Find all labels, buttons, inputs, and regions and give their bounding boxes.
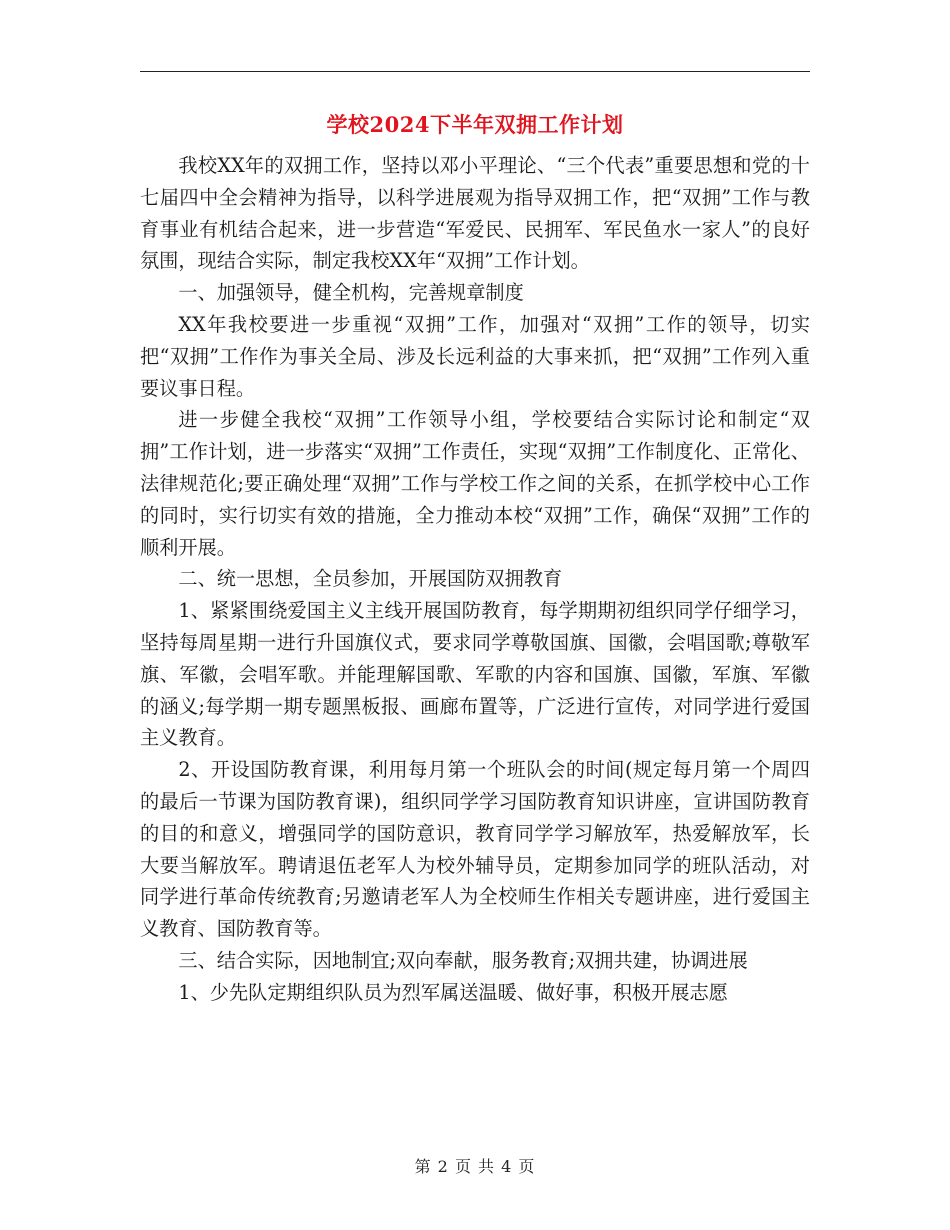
paragraph: 进一步健全我校“双拥”工作领导小组，学校要结合实际讨论和制定“双拥”工作计划，进一步落实“双拥”工作责任，实现“双拥”工作制度化、正常化、法律规范化;要正确处理“双拥”工作与学校工作之间的关系，在抓学校中心工作的同时，实行切实有效的措施，全力推动本校“双拥”工作，确保“双拥”工作的顺利开展。 — [140, 408, 810, 559]
section-heading-3: 三、结合实际，因地制宜;双向奉献，服务教育;双拥共建，协调进展 — [178, 948, 748, 972]
paragraph-intro: 我校XX年的双拥工作，坚持以邓小平理论、“三个代表”重要思想和党的十七届四中全会精神为指导，以科学进展观为指导双拥工作，把“双拥”工作与教育事业有机结合起来，进一步营造“军爱民、民拥军、军民鱼水一家人”的良好氛围，现结合实际，制定我校XX年“双拥”工作计划。 — [140, 154, 810, 273]
header-rule — [140, 71, 810, 72]
page-footer: 第 2 页 共 4 页 — [414, 1157, 536, 1176]
paragraph: 1、紧紧围绕爱国主义主线开展国防教育，每学期期初组织同学仔细学习，坚持每周星期一进行升国旗仪式，要求同学尊敬国旗、国徽，会唱国歌;尊敬军旗、军徽，会唱军歌。并能理解国歌、军歌的内容和国旗、国徽，军旗、军徽的涵义;每学期一期专题黑板报、画廊布置等，广泛进行宣传，对同学进行爱国主义教育。 — [140, 599, 810, 750]
paragraph: XX年我校要进一步重视“双拥”工作，加强对“双拥”工作的领导，切实把“双拥”工作作为事关全局、涉及长远利益的大事来抓，把“双拥”工作列入重要议事日程。 — [140, 312, 810, 400]
document-title: 学校2024下半年双拥工作计划 — [326, 112, 624, 137]
paragraph: 2、开设国防教育课，利用每月第一个班队会的时间(规定每月第一个周四的最后一节课为国防教育课)，组织同学学习国防教育知识讲座，宣讲国防教育的目的和意义，增强同学的国防意识，教育同学学习解放军，热爱解放军，长大要当解放军。聘请退伍老军人为校外辅导员，定期参加同学的班队活动，对同学进行革命传统教育;另邀请老军人为全校师生作相关专题讲座，进行爱国主义教育、国防教育等。 — [140, 758, 810, 941]
paragraph: 1、少先队定期组织队员为烈军属送温暖、做好事，积极开展志愿 — [178, 980, 728, 1004]
document-body — [140, 150, 810, 1009]
section-heading-2: 二、统一思想，全员参加，开展国防双拥教育 — [178, 567, 563, 591]
section-heading-1: 一、加强领导，健全机构，完善规章制度 — [178, 281, 524, 305]
